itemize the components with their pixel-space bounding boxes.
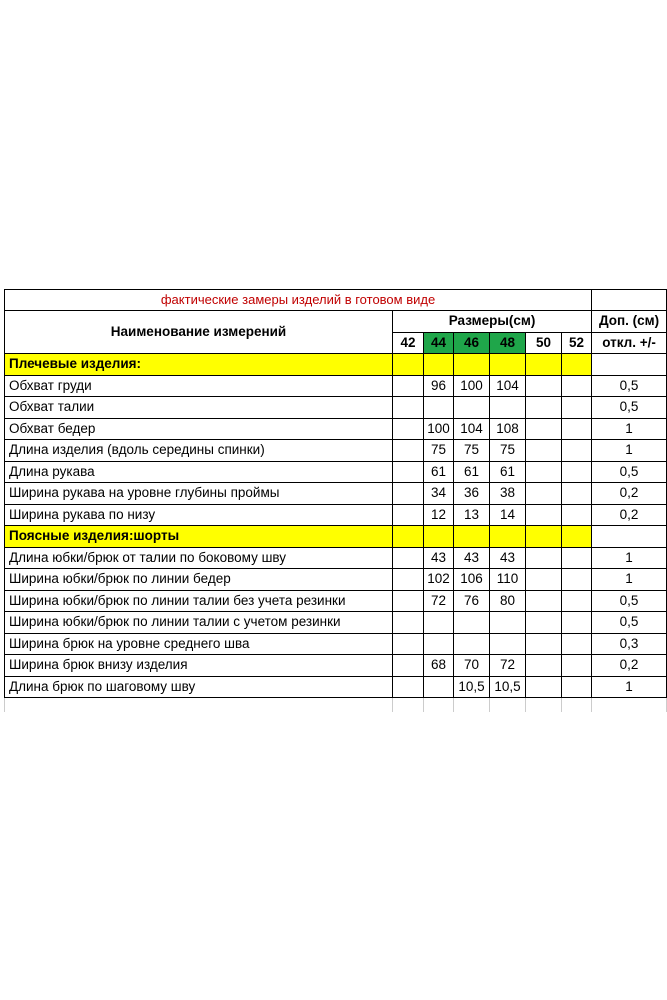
- header-row-top: [5, 311, 667, 333]
- size-value-44: 96: [424, 375, 454, 397]
- size-value-48: 38: [490, 483, 526, 505]
- grid-tail-cell: [5, 698, 393, 713]
- tolerance-value: 0,2: [592, 504, 667, 526]
- size-value-50: [526, 375, 562, 397]
- title-row-blank: [592, 290, 667, 311]
- size-44: 44: [424, 332, 454, 354]
- size-value-46: 75: [454, 440, 490, 462]
- measurement-name: Ширина юбки/брюк по линии талии с учетом резинки: [5, 612, 393, 634]
- section-row: [5, 354, 667, 376]
- tolerance-value: 0,5: [592, 375, 667, 397]
- measurement-name: Длина брюк по шаговому шву: [5, 676, 393, 698]
- size-value-44: [424, 612, 454, 634]
- table-row: [5, 612, 667, 634]
- sizes-header: Размеры(см): [393, 311, 592, 333]
- section-blank-cell: [490, 526, 526, 548]
- tolerance-header-bottom: откл. +/-: [592, 332, 667, 354]
- tolerance-header-top: Доп. (см): [592, 311, 667, 333]
- size-value-48: 14: [490, 504, 526, 526]
- section-blank-cell: [562, 354, 592, 376]
- size-value-44: 34: [424, 483, 454, 505]
- size-value-48: 110: [490, 569, 526, 591]
- tolerance-value: 0,3: [592, 633, 667, 655]
- grid-tail-row: [5, 698, 667, 713]
- grid-tail-cell: [490, 698, 526, 713]
- size-value-46: 13: [454, 504, 490, 526]
- measurement-name: Обхват груди: [5, 375, 393, 397]
- tolerance-value: 0,5: [592, 590, 667, 612]
- size-value-50: [526, 418, 562, 440]
- size-value-52: [562, 375, 592, 397]
- size-value-50: [526, 590, 562, 612]
- size-value-50: [526, 461, 562, 483]
- section-blank-cell: [424, 526, 454, 548]
- size-value-52: [562, 440, 592, 462]
- measurement-sheet: [4, 289, 666, 714]
- size-value-48: 75: [490, 440, 526, 462]
- size-value-42: [393, 633, 424, 655]
- size-48: 48: [490, 332, 526, 354]
- size-value-44: 102: [424, 569, 454, 591]
- section-blank-cell: [393, 354, 424, 376]
- size-50: 50: [526, 332, 562, 354]
- size-value-50: [526, 655, 562, 677]
- size-value-42: [393, 655, 424, 677]
- section-row: [5, 526, 667, 548]
- tolerance-value: 0,5: [592, 612, 667, 634]
- size-value-42: [393, 676, 424, 698]
- measurement-name: Обхват талии: [5, 397, 393, 419]
- table-row: [5, 504, 667, 526]
- size-value-50: [526, 676, 562, 698]
- tolerance-value: 1: [592, 676, 667, 698]
- measurement-name: Ширина юбки/брюк по линии бедер: [5, 569, 393, 591]
- size-value-46: 10,5: [454, 676, 490, 698]
- size-value-52: [562, 569, 592, 591]
- size-value-50: [526, 633, 562, 655]
- title-row: [5, 290, 667, 311]
- size-value-44: [424, 397, 454, 419]
- tolerance-value: 0,5: [592, 397, 667, 419]
- size-value-48: 61: [490, 461, 526, 483]
- tolerance-value: 1: [592, 440, 667, 462]
- size-value-48: 104: [490, 375, 526, 397]
- size-value-46: [454, 612, 490, 634]
- size-value-42: [393, 504, 424, 526]
- size-value-48: [490, 397, 526, 419]
- size-value-44: 12: [424, 504, 454, 526]
- measurement-table: [4, 289, 667, 712]
- size-value-50: [526, 612, 562, 634]
- section-blank-cell: [393, 526, 424, 548]
- size-value-46: 104: [454, 418, 490, 440]
- size-value-52: [562, 590, 592, 612]
- size-value-44: 75: [424, 440, 454, 462]
- size-value-44: 61: [424, 461, 454, 483]
- measurement-name: Ширина юбки/брюк по линии талии без учета резинки: [5, 590, 393, 612]
- size-value-48: 43: [490, 547, 526, 569]
- size-value-46: 76: [454, 590, 490, 612]
- sheet-title: фактические замеры изделий в готовом виде: [5, 290, 592, 311]
- size-value-46: 106: [454, 569, 490, 591]
- size-value-42: [393, 418, 424, 440]
- size-value-44: [424, 676, 454, 698]
- size-value-52: [562, 461, 592, 483]
- size-value-42: [393, 483, 424, 505]
- table-row: [5, 397, 667, 419]
- size-value-52: [562, 504, 592, 526]
- size-value-48: 10,5: [490, 676, 526, 698]
- section-blank-cell: [454, 354, 490, 376]
- size-46: 46: [454, 332, 490, 354]
- size-value-48: [490, 612, 526, 634]
- table-row: [5, 375, 667, 397]
- size-value-50: [526, 504, 562, 526]
- measurement-name: Длина рукава: [5, 461, 393, 483]
- size-value-42: [393, 612, 424, 634]
- table-row: [5, 655, 667, 677]
- grid-tail-cell: [424, 698, 454, 713]
- tolerance-value: 1: [592, 569, 667, 591]
- size-value-52: [562, 483, 592, 505]
- size-value-42: [393, 375, 424, 397]
- section-blank-cell: [562, 526, 592, 548]
- section-blank-cell: [490, 354, 526, 376]
- size-value-46: 61: [454, 461, 490, 483]
- table-row: [5, 676, 667, 698]
- section-blank-cell: [454, 526, 490, 548]
- size-value-50: [526, 483, 562, 505]
- section-blank-cell: [526, 354, 562, 376]
- section-tolerance-blank: [592, 354, 667, 376]
- size-value-48: [490, 633, 526, 655]
- size-value-44: 43: [424, 547, 454, 569]
- tolerance-value: 1: [592, 418, 667, 440]
- table-row: [5, 418, 667, 440]
- section-blank-cell: [526, 526, 562, 548]
- size-value-50: [526, 569, 562, 591]
- size-value-42: [393, 569, 424, 591]
- tolerance-value: 1: [592, 547, 667, 569]
- size-value-50: [526, 547, 562, 569]
- section-tolerance-blank: [592, 526, 667, 548]
- size-value-52: [562, 418, 592, 440]
- table-row: [5, 569, 667, 591]
- size-value-46: 100: [454, 375, 490, 397]
- size-value-52: [562, 655, 592, 677]
- size-value-52: [562, 547, 592, 569]
- table-row: [5, 483, 667, 505]
- grid-tail-cell: [454, 698, 490, 713]
- table-row: [5, 590, 667, 612]
- size-value-46: [454, 397, 490, 419]
- size-value-52: [562, 633, 592, 655]
- size-value-48: 72: [490, 655, 526, 677]
- grid-tail-cell: [393, 698, 424, 713]
- size-value-52: [562, 676, 592, 698]
- size-value-50: [526, 440, 562, 462]
- size-value-46: 36: [454, 483, 490, 505]
- size-value-46: [454, 633, 490, 655]
- size-value-52: [562, 397, 592, 419]
- size-value-42: [393, 440, 424, 462]
- measurement-name: Ширина брюк на уровне среднего шва: [5, 633, 393, 655]
- size-value-50: [526, 397, 562, 419]
- grid-tail-cell: [592, 698, 667, 713]
- grid-tail-cell: [526, 698, 562, 713]
- measurement-name: Длина изделия (вдоль середины спинки): [5, 440, 393, 462]
- size-value-42: [393, 547, 424, 569]
- size-value-52: [562, 612, 592, 634]
- size-value-42: [393, 397, 424, 419]
- table-row: [5, 547, 667, 569]
- table-row: [5, 633, 667, 655]
- size-value-44: 68: [424, 655, 454, 677]
- size-value-46: 43: [454, 547, 490, 569]
- table-row: [5, 440, 667, 462]
- section-label: Поясные изделия:шорты: [5, 526, 393, 548]
- measurement-name: Длина юбки/брюк от талии по боковому шву: [5, 547, 393, 569]
- size-value-48: 80: [490, 590, 526, 612]
- measurement-name: Ширина рукава на уровне глубины проймы: [5, 483, 393, 505]
- size-42: 42: [393, 332, 424, 354]
- size-value-42: [393, 461, 424, 483]
- size-value-44: [424, 633, 454, 655]
- size-value-46: 70: [454, 655, 490, 677]
- measurement-name: Обхват бедер: [5, 418, 393, 440]
- size-value-48: 108: [490, 418, 526, 440]
- measurement-name: Ширина брюк внизу изделия: [5, 655, 393, 677]
- section-label: Плечевые изделия:: [5, 354, 393, 376]
- size-value-44: 100: [424, 418, 454, 440]
- size-52: 52: [562, 332, 592, 354]
- size-value-42: [393, 590, 424, 612]
- measurement-name: Ширина рукава по низу: [5, 504, 393, 526]
- size-value-44: 72: [424, 590, 454, 612]
- tolerance-value: 0,2: [592, 483, 667, 505]
- tolerance-value: 0,5: [592, 461, 667, 483]
- name-column-header: Наименование измерений: [5, 311, 393, 354]
- tolerance-value: 0,2: [592, 655, 667, 677]
- grid-tail-cell: [562, 698, 592, 713]
- section-blank-cell: [424, 354, 454, 376]
- table-row: [5, 461, 667, 483]
